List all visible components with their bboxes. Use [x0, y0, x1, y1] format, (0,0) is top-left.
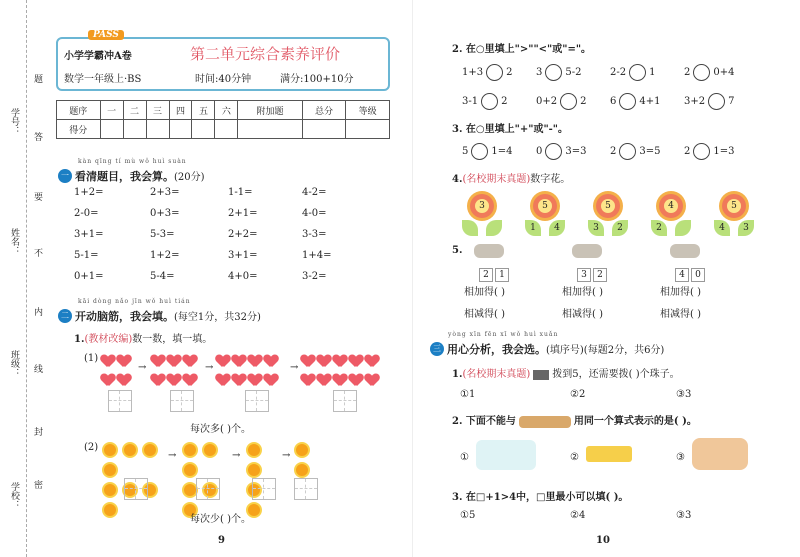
- comparison-right: 7: [728, 96, 735, 107]
- p2-caption: 每次少( )个。: [190, 514, 251, 525]
- p2-label: (2): [84, 442, 99, 453]
- sunflower-icon: [182, 442, 198, 458]
- grade-label: 数学一年级上·BS: [64, 74, 142, 85]
- number-card: 4: [675, 268, 689, 282]
- comparison-right: 0+4: [713, 67, 735, 78]
- name-label: 姓名：: [9, 228, 19, 255]
- sum-blank[interactable]: 相加得( ): [562, 287, 603, 298]
- option[interactable]: ①: [460, 452, 469, 463]
- s3q2-line: [452, 412, 697, 428]
- heart-icon: [264, 355, 278, 367]
- heart-icon: [167, 374, 181, 386]
- q-number: 1.: [452, 369, 463, 380]
- number-cards: [478, 262, 510, 282]
- number-flower: [651, 194, 691, 240]
- arithmetic-problem[interactable]: 2+1=: [228, 208, 258, 219]
- score-cell[interactable]: [346, 120, 390, 139]
- heart-icon: [167, 355, 181, 367]
- arithmetic-problem[interactable]: 3-3=: [302, 229, 327, 240]
- animal-icon: [474, 244, 504, 258]
- section1-title: 看清题目，我会算。: [75, 170, 174, 183]
- flower-center: 3: [475, 199, 489, 213]
- operation-right: 1=4: [491, 146, 513, 157]
- animal-icon: [572, 244, 602, 258]
- answer-box[interactable]: [294, 478, 318, 500]
- arithmetic-problem[interactable]: 0+1=: [74, 271, 104, 282]
- monkeys-icon: [519, 416, 571, 428]
- swans-image: [476, 440, 536, 470]
- q-tag: (名校期末真题): [462, 369, 531, 380]
- heart-icon: [301, 355, 315, 367]
- sum-blank[interactable]: 相加得( ): [464, 287, 505, 298]
- answer-box[interactable]: [333, 390, 357, 412]
- margin-mark: 线: [34, 365, 44, 375]
- table-cell: 附加题: [238, 101, 302, 120]
- flower-leaf-right[interactable]: [675, 220, 691, 236]
- table-cell: 一: [100, 101, 123, 120]
- heart-icon: [117, 374, 131, 386]
- arithmetic-problem[interactable]: 3+1=: [228, 250, 258, 261]
- q-tag: (教材改编): [84, 334, 133, 345]
- series-title: 小学学霸冲A卷: [64, 51, 132, 62]
- operation-circle[interactable]: [693, 143, 710, 160]
- section1-pinyin: kàn qīng tí mù wǒ huì suàn: [78, 158, 187, 165]
- flower-leaf-right[interactable]: 4: [549, 220, 565, 236]
- comparison-left: 3-1: [462, 96, 479, 107]
- heart-icon: [365, 374, 379, 386]
- comparison-right: 1: [649, 67, 656, 78]
- score-cell[interactable]: [238, 120, 302, 139]
- comparison-right: 5-2: [565, 67, 582, 78]
- flower-center: 5: [601, 199, 615, 213]
- arithmetic-problem[interactable]: 3-2=: [302, 271, 327, 282]
- comparison-right: 4+1: [639, 96, 661, 107]
- answer-box[interactable]: [252, 478, 276, 500]
- sunflower-icon: [202, 442, 218, 458]
- number-flower: [714, 194, 754, 240]
- heart-icon: [365, 355, 379, 367]
- q-text: 拨到5，还需要拨( )个珠子。: [552, 369, 680, 380]
- margin-mark: 要: [34, 193, 44, 203]
- number-cards: [674, 262, 706, 282]
- compare-circle[interactable]: [629, 64, 646, 81]
- section1-points: (20分): [174, 172, 205, 183]
- heart-group-3: [215, 352, 287, 390]
- number-flower: [588, 194, 628, 240]
- compare-circle[interactable]: [481, 93, 498, 110]
- flower-center: 5: [727, 199, 741, 213]
- arithmetic-problem[interactable]: 5-4=: [150, 271, 175, 282]
- arithmetic-problem[interactable]: 4-2=: [302, 187, 327, 198]
- class-label: 班级：: [9, 350, 19, 377]
- operation-left: 2: [684, 146, 691, 157]
- animal-icon: [670, 244, 700, 258]
- arithmetic-problem[interactable]: 2+2=: [228, 229, 258, 240]
- operation-right: 3=5: [639, 146, 661, 157]
- comparison-right: 2: [501, 96, 508, 107]
- operation-right: 1=3: [713, 146, 735, 157]
- q5-number: 5.: [452, 245, 463, 256]
- option[interactable]: ③: [676, 452, 685, 463]
- comparison-left: 6: [610, 96, 617, 107]
- number-flower: [462, 194, 502, 240]
- compare-circle[interactable]: [619, 93, 636, 110]
- score-cell[interactable]: [215, 120, 238, 139]
- s3q3-text: 3. 在□+1>4中，□里最小可以填( )。: [452, 492, 629, 503]
- operation-circle[interactable]: [471, 143, 488, 160]
- section-badge: 二: [58, 309, 72, 323]
- heart-icon: [349, 374, 363, 386]
- heart-icon: [151, 355, 165, 367]
- compare-circle[interactable]: [560, 93, 577, 110]
- arithmetic-problem[interactable]: 2+3=: [150, 187, 180, 198]
- q-text: 数字花。: [530, 174, 571, 185]
- heart-icon: [232, 355, 246, 367]
- section1-heading: [58, 165, 205, 184]
- pass-logo: PASS: [88, 30, 124, 40]
- option[interactable]: ②4: [570, 510, 586, 521]
- comparison-item: [610, 93, 660, 110]
- flower-center: 4: [664, 199, 678, 213]
- sunflower-icon: [246, 462, 262, 478]
- answer-box[interactable]: [245, 390, 269, 412]
- flower-leaf-left[interactable]: 2: [651, 220, 667, 236]
- heart-group-1: [100, 352, 136, 390]
- arithmetic-problem[interactable]: 1-1=: [228, 187, 253, 198]
- table-cell: 五: [192, 101, 215, 120]
- heart-icon: [183, 355, 197, 367]
- heart-group-4: [300, 352, 390, 390]
- answer-box[interactable]: [196, 478, 220, 500]
- table-cell: 等级: [346, 101, 390, 120]
- sunflower-icon: [102, 482, 118, 498]
- page-divider: [412, 0, 413, 557]
- comparison-left: 3: [536, 67, 543, 78]
- q2-title: 2. 在○里填上">""<"或"="。: [452, 44, 592, 55]
- number-card: 1: [495, 268, 509, 282]
- option[interactable]: ②: [570, 452, 579, 463]
- sunflower-icon: [102, 462, 118, 478]
- operation-right: 3=3: [565, 146, 587, 157]
- student-id-label: 学号：: [9, 108, 19, 135]
- margin-mark: 内: [34, 308, 44, 318]
- option[interactable]: ①5: [460, 510, 476, 521]
- arithmetic-problem[interactable]: 5-1=: [74, 250, 99, 261]
- heart-icon: [101, 374, 115, 386]
- arithmetic-problem[interactable]: 4+0=: [228, 271, 258, 282]
- section2-pinyin: kāi dòng nǎo jīn wǒ huì tián: [78, 298, 191, 305]
- table-cell: 题序: [57, 101, 101, 120]
- score-cell[interactable]: [100, 120, 123, 139]
- school-label: 学校：: [9, 482, 19, 509]
- comparison-item: [610, 64, 655, 81]
- number-card: 2: [479, 268, 493, 282]
- margin-mark: 答: [34, 133, 44, 143]
- arrow-icon: →: [168, 450, 177, 461]
- p1-caption: 每次多( )个。: [190, 424, 251, 435]
- operation-item: [536, 143, 586, 160]
- comparison-item: [684, 64, 734, 81]
- operation-left: 5: [462, 146, 469, 157]
- operation-item: [462, 143, 512, 160]
- section3-title: 用心分析，我会选。: [447, 343, 546, 356]
- table-cell: 四: [169, 101, 192, 120]
- arithmetic-problem[interactable]: 1+2=: [74, 187, 104, 198]
- table-cell: 六: [215, 101, 238, 120]
- flower-leaf-left[interactable]: 3: [588, 220, 604, 236]
- margin-mark: 密: [34, 481, 44, 491]
- q-number: 1.: [74, 334, 85, 345]
- number-cards: [576, 262, 608, 282]
- section2-points: (每空1分，共32分): [174, 312, 261, 323]
- heart-group-2: [150, 352, 206, 390]
- sunflower-icon: [246, 442, 262, 458]
- comparison-left: 2: [684, 67, 691, 78]
- page-number-right: 10: [596, 535, 610, 546]
- number-flower: [525, 194, 565, 240]
- heart-icon: [317, 355, 331, 367]
- heart-icon: [248, 355, 262, 367]
- sunflower-icon: [122, 442, 138, 458]
- difference-blank[interactable]: 相减得( ): [464, 309, 505, 320]
- number-card: 0: [691, 268, 705, 282]
- arithmetic-problem[interactable]: 1+4=: [302, 250, 332, 261]
- comparison-left: 1+3: [462, 67, 484, 78]
- page-number-left: 9: [218, 535, 225, 546]
- comparison-item: [684, 93, 734, 110]
- heart-icon: [101, 355, 115, 367]
- margin-mark: 不: [34, 249, 44, 259]
- margin-mark: 封: [34, 428, 44, 438]
- score-cell[interactable]: [169, 120, 192, 139]
- option[interactable]: ①1: [460, 389, 476, 400]
- sunflower-icon: [182, 462, 198, 478]
- flower-center: 5: [538, 199, 552, 213]
- score-cell[interactable]: [123, 120, 146, 139]
- q1-line: [74, 330, 212, 345]
- operation-circle[interactable]: [619, 143, 636, 160]
- operation-item: [610, 143, 660, 160]
- comparison-item: [462, 64, 512, 81]
- sunflower-group-4: [292, 442, 312, 482]
- option[interactable]: ②2: [570, 389, 586, 400]
- q-text: 用同一个算式表示的是( )。: [573, 416, 697, 427]
- answer-box[interactable]: [108, 390, 132, 412]
- answer-box[interactable]: [124, 478, 148, 500]
- table-cell: 得分: [57, 120, 101, 139]
- difference-blank[interactable]: 相减得( ): [562, 309, 603, 320]
- score-cell[interactable]: [302, 120, 346, 139]
- binding-line: [26, 0, 27, 557]
- s3q1-line: [452, 365, 680, 380]
- compare-circle[interactable]: [486, 64, 503, 81]
- number-card: 3: [577, 268, 591, 282]
- q-text: 数一数，填一填。: [132, 334, 213, 345]
- arithmetic-problem[interactable]: 4-0=: [302, 208, 327, 219]
- compare-circle[interactable]: [693, 64, 710, 81]
- heart-icon: [248, 374, 262, 386]
- comparison-left: 2-2: [610, 67, 627, 78]
- section-badge: 三: [430, 342, 444, 356]
- heart-icon: [264, 374, 278, 386]
- comparison-right: 2: [580, 96, 587, 107]
- heart-icon: [183, 374, 197, 386]
- arithmetic-problem[interactable]: 5-3=: [150, 229, 175, 240]
- flower-leaf-left[interactable]: 4: [714, 220, 730, 236]
- arrow-icon: →: [282, 450, 291, 461]
- table-cell: 三: [146, 101, 169, 120]
- sunflower-icon: [142, 442, 158, 458]
- flower-leaf-left[interactable]: 1: [525, 220, 541, 236]
- q-text: 2. 下面不能与: [452, 416, 516, 427]
- arithmetic-problem[interactable]: 3+1=: [74, 229, 104, 240]
- q-tag: (名校期末真题): [462, 174, 531, 185]
- compare-circle[interactable]: [708, 93, 725, 110]
- section2-heading: [58, 305, 261, 324]
- sunflower-icon: [294, 462, 310, 478]
- answer-box[interactable]: [170, 390, 194, 412]
- margin-mark: 题: [34, 75, 44, 85]
- comparison-item: [462, 93, 507, 110]
- q3-title: 3. 在○里填上"+"或"-"。: [452, 124, 569, 135]
- arrow-icon: →: [205, 362, 214, 373]
- flower-leaf-right[interactable]: 3: [738, 220, 754, 236]
- p1-label: (1): [84, 353, 99, 364]
- comparison-item: [536, 93, 586, 110]
- comparison-left: 3+2: [684, 96, 706, 107]
- heart-icon: [117, 355, 131, 367]
- pencils-image: [586, 446, 632, 462]
- comparison-left: 0+2: [536, 96, 558, 107]
- compare-circle[interactable]: [545, 64, 562, 81]
- score-cell[interactable]: [192, 120, 215, 139]
- time-label: 时间:40分钟: [195, 74, 252, 85]
- section2-title: 开动脑筋，我会填。: [75, 310, 174, 323]
- q-number: 4.: [452, 174, 463, 185]
- section3-pinyin: yòng xīn fēn xī wǒ huì xuǎn: [448, 331, 559, 338]
- arrow-icon: →: [290, 362, 299, 373]
- sunflower-icon: [102, 502, 118, 518]
- monkeys-image: [692, 438, 748, 470]
- arrow-icon: →: [138, 362, 147, 373]
- heart-icon: [232, 374, 246, 386]
- table-cell: 总分: [302, 101, 346, 120]
- operation-left: 0: [536, 146, 543, 157]
- sunflower-icon: [102, 442, 118, 458]
- number-card: 2: [593, 268, 607, 282]
- arithmetic-problem[interactable]: 1+2=: [150, 250, 180, 261]
- option[interactable]: ③3: [676, 510, 692, 521]
- heart-icon: [333, 355, 347, 367]
- comparison-item: [536, 64, 581, 81]
- comparison-right: 2: [506, 67, 513, 78]
- heart-icon: [216, 355, 230, 367]
- abacus-icon: [533, 370, 549, 380]
- score-label: 满分:100+10分: [280, 74, 354, 85]
- flower-leaf-right[interactable]: [486, 220, 502, 236]
- operation-left: 2: [610, 146, 617, 157]
- heart-icon: [333, 374, 347, 386]
- table-cell: 二: [123, 101, 146, 120]
- score-cell[interactable]: [146, 120, 169, 139]
- sunflower-icon: [294, 442, 310, 458]
- score-table: [56, 100, 390, 139]
- option[interactable]: ③3: [676, 389, 692, 400]
- flower-leaf-left[interactable]: [462, 220, 478, 236]
- q4-line: [452, 170, 570, 185]
- arithmetic-problem[interactable]: 0+3=: [150, 208, 180, 219]
- heart-icon: [301, 374, 315, 386]
- section3-points: (填序号)(每题2分，共6分): [546, 345, 665, 356]
- heart-icon: [216, 374, 230, 386]
- operation-item: [684, 143, 734, 160]
- arithmetic-problem[interactable]: 2-0=: [74, 208, 99, 219]
- arrow-icon: →: [232, 450, 241, 461]
- heart-icon: [151, 374, 165, 386]
- section3-heading: [430, 338, 664, 357]
- operation-circle[interactable]: [545, 143, 562, 160]
- flower-leaf-right[interactable]: 2: [612, 220, 628, 236]
- heart-icon: [349, 355, 363, 367]
- heart-icon: [317, 374, 331, 386]
- sum-blank[interactable]: 相加得( ): [660, 287, 701, 298]
- page-title: 第二单元综合素养评价: [190, 45, 341, 63]
- section-badge: 一: [58, 169, 72, 183]
- difference-blank[interactable]: 相减得( ): [660, 309, 701, 320]
